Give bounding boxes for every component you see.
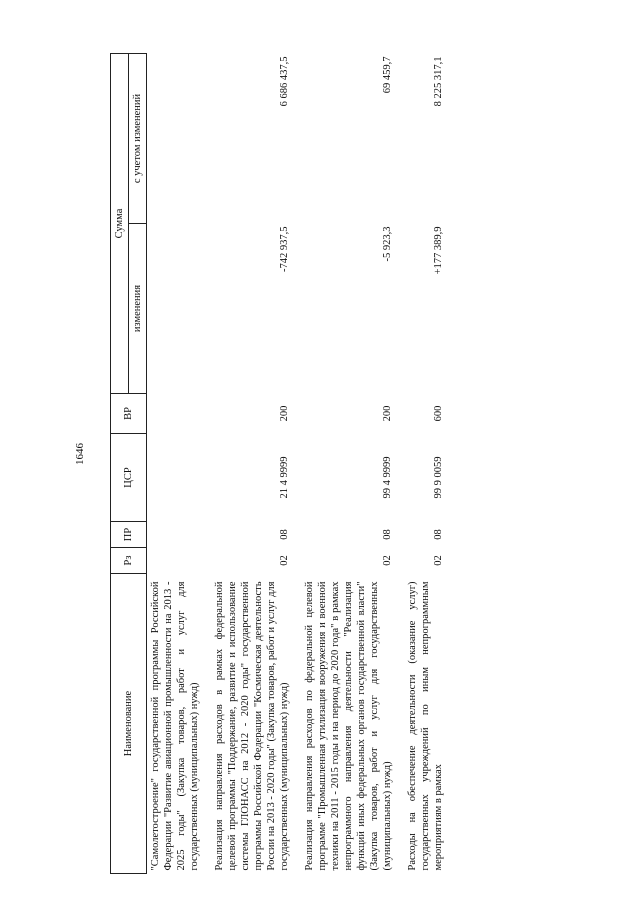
row-csr: 21 4 9999 <box>279 456 290 499</box>
row-with-changes: 6 686 437,5 <box>279 56 290 107</box>
row-vr: 200 <box>279 405 290 422</box>
page-number: 1646 <box>74 443 86 465</box>
row-changes <box>147 224 204 394</box>
table-row <box>147 53 204 873</box>
table-row <box>404 53 447 873</box>
row-rz: 02 <box>433 555 444 566</box>
header-name: Наименование <box>111 574 147 874</box>
header-vr: ВР <box>111 394 147 434</box>
row-pr: 08 <box>433 529 444 540</box>
row-name: Реализация направления расходов по федеральной целевой программе "Промышленная утилизация вооружения и военной техники на 2011 - 2015 годы и на период до 2020 года" в рамках непрограммного направления деятельности "Реализация функций иных федеральных органов государственной власти" (Закупка товаров, работ и услуг для государственных (муниципальных) нужд) <box>304 581 393 871</box>
row-with-changes: 8 225 317,1 <box>433 56 444 107</box>
header-pr: ПР <box>111 522 147 548</box>
row-changes: +177 389,9 <box>433 226 444 275</box>
row-name: Реализация направления расходов в рамках федеральной целевой программы "Поддержание, развитие и использование системы ГЛОНАСС на 2012 - 2020 годы" государственной программы Российской Федерации "Космическая деятельность России на 2013 - 2020 годы" (Закупка товаров, работ и услуг для государственных (муниципальных) нужд) <box>214 581 290 871</box>
row-rz: 02 <box>279 555 290 566</box>
header-csr: ЦСР <box>111 434 147 522</box>
row-vr <box>147 394 204 434</box>
row-rz <box>147 548 204 574</box>
table-row <box>211 53 293 873</box>
row-name: Расходы на обеспечение деятельности (оказание услуг) государственных учреждений по иным непрограммным мероприятиям в рамках <box>407 581 444 871</box>
row-changes: -5 923,3 <box>382 226 393 262</box>
row-csr <box>147 434 204 522</box>
rotated-table-container <box>110 42 530 882</box>
row-csr: 99 9 0059 <box>433 456 444 499</box>
budget-table <box>110 53 447 874</box>
row-vr: 200 <box>382 405 393 422</box>
row-with-changes: 69 459,7 <box>382 56 393 94</box>
header-changes: изменения <box>129 224 147 394</box>
row-rz: 02 <box>382 555 393 566</box>
row-pr <box>147 522 204 548</box>
table-row <box>301 53 396 873</box>
row-changes: -742 937,5 <box>279 226 290 272</box>
row-name: "Самолетостроение" государственной программы Российской Федерации "Развитие авиационной промышленности на 2013 - 2025 годы" (Закупка товаров, работ и услуг для государственных (муниципальных) нужд) <box>150 581 200 871</box>
header-with-changes: с учетом изменений <box>129 53 147 223</box>
header-sum: Сумма <box>111 53 129 393</box>
header-rz: Рз <box>111 548 147 574</box>
row-vr: 600 <box>433 405 444 422</box>
row-with-changes <box>147 53 204 223</box>
row-csr: 99 4 9999 <box>382 456 393 499</box>
row-pr: 08 <box>279 529 290 540</box>
row-pr: 08 <box>382 529 393 540</box>
